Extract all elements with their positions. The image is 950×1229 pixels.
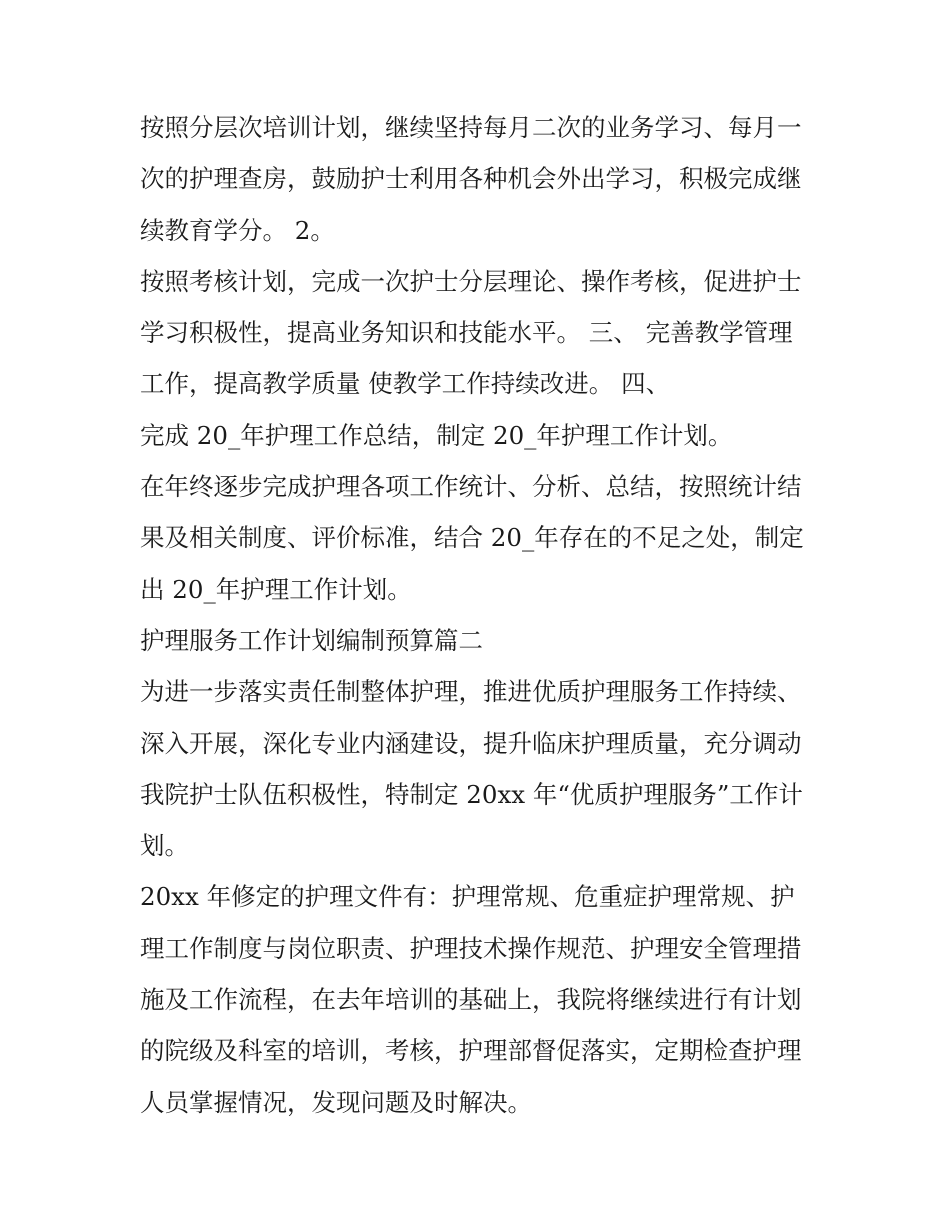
text-line: 施及工作流程，在去年培训的基础上，我院将继续进行有计划	[140, 985, 802, 1015]
text-line: 深入开展，深化专业内涵建设，提升临床护理质量，充分调动	[140, 728, 802, 758]
text-line: 我院护士队伍积极性，特制定 20xx 年“优质护理服务”工作计	[140, 779, 803, 809]
text-line: 划。	[140, 831, 189, 861]
text-line: 在年终逐步完成护理各项工作统计、分析、总结，按照统计结	[140, 472, 802, 502]
text-line: 按照考核计划，完成一次护士分层理论、操作考核，促进护士	[140, 266, 802, 296]
section-heading: 护理服务工作计划编制预算篇二	[140, 625, 483, 655]
text-line: 学习积极性，提高业务知识和技能水平。 三、 完善教学管理	[140, 318, 793, 348]
text-line: 为进一步落实责任制整体护理，推进优质护理服务工作持续、	[140, 677, 802, 707]
text-line: 工作，提高教学质量 使教学工作持续改进。 四、	[140, 369, 671, 399]
text-line: 果及相关制度、评价标准，结合 20_年存在的不足之处，制定	[140, 523, 804, 553]
text-line: 理工作制度与岗位职责、护理技术操作规范、护理安全管理措	[140, 933, 802, 963]
text-line: 完成 20_年护理工作总结，制定 20_年护理工作计划。	[140, 420, 733, 450]
text-line: 的院级及科室的培训，考核，护理部督促落实，定期检查护理	[140, 1036, 802, 1066]
text-line: 按照分层次培训计划，继续坚持每月二次的业务学习、每月一	[140, 113, 802, 142]
text-line: 出 20_年护理工作计划。	[140, 574, 412, 604]
text-line: 人员掌握情况，发现问题及时解决。	[140, 1087, 532, 1117]
text-line: 次的护理查房，鼓励护士利用各种机会外出学习，积极完成继	[140, 164, 802, 194]
text-line: 续教育学分。 2。	[140, 215, 335, 245]
document-body	[140, 102, 820, 1128]
text-line: 20xx 年修定的护理文件有：护理常规、危重症护理常规、护	[140, 882, 795, 912]
